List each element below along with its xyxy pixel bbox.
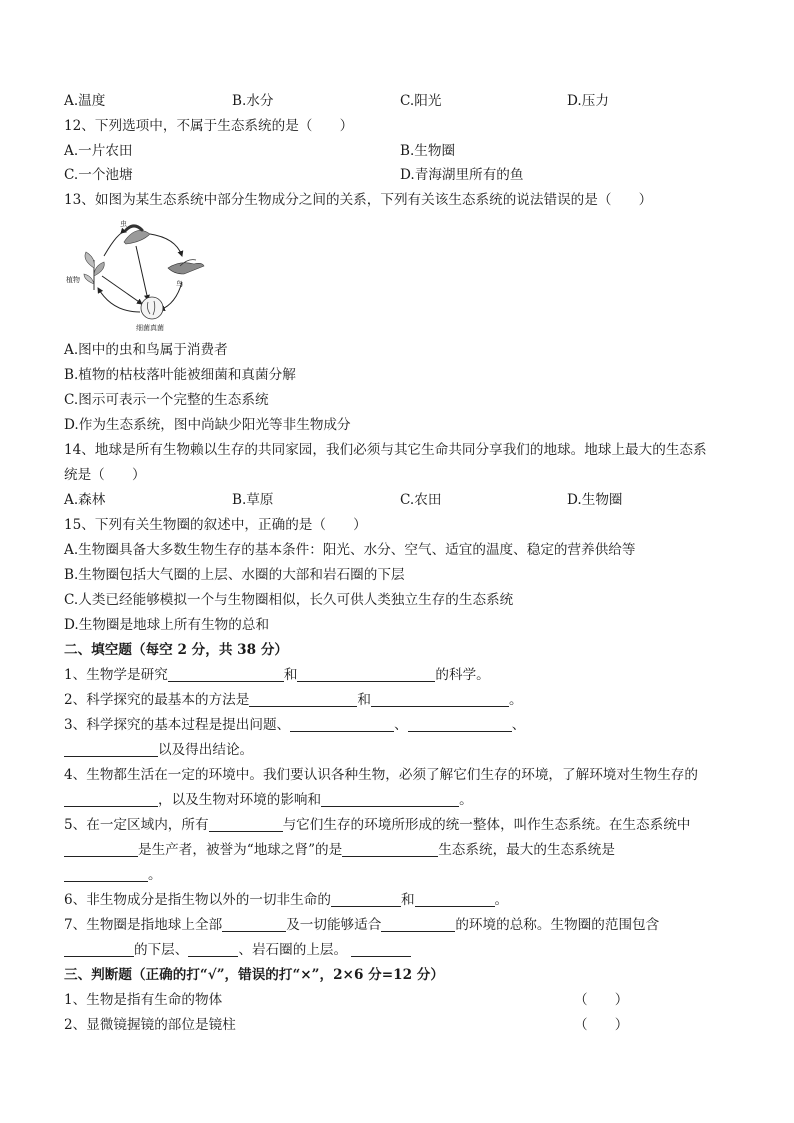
bird-label: 鸟 [176,280,183,288]
plant-icon [84,252,104,290]
plant-to-fungi-arrow [102,276,142,304]
blank[interactable] [331,892,401,907]
fill-q4-line1: 4、生物都生活在一定的环境中。我们要认识各种生物，必须了解它们生存的环境，了解环境对生物生存的 [64,767,698,783]
q15-option-a: A.生物圈具备大多数生物生存的基本条件：阳光、水分、空气、适宜的温度、稳定的营养供给等 [64,542,636,558]
judge-answer-2[interactable]: （ ） [574,1017,629,1033]
blank[interactable] [209,817,283,832]
blank[interactable] [297,667,435,682]
fill-q2: 2、科学探究的最基本的方法是 和 。 [64,692,523,708]
insect-label: 虫 [120,220,127,228]
blank[interactable] [222,917,286,932]
fungi-label: 细菌真菌 [136,324,164,332]
fill-q5-line1: 5、在一定区域内，所有 与它们生存的环境所形成的统一整体，叫作生态系统。在生态系统中 [64,817,691,833]
q14-option-b: B.草原 [232,492,274,508]
q15-option-c: C.人类已经能够模拟一个与生物圈相似，长久可供人类独立生存的生态系统 [64,592,514,608]
blank[interactable] [415,892,495,907]
fill-q1: 1、生物学是研究 和 的科学。 [64,667,490,683]
insect-icon [124,226,150,244]
judge-answer-1[interactable]: （ ） [574,992,629,1008]
blank[interactable] [64,842,138,857]
judge-item-1: 1、生物是指有生命的物体 [64,992,223,1008]
fill-q3-line1: 3、科学探究的基本过程是提出问题、 、 、 [64,717,526,733]
q12-option-c: C.一个池塘 [64,167,133,183]
blank[interactable] [290,717,394,732]
q11-option-b: B.水分 [232,93,274,109]
q13-option-a: A.图中的虫和鸟属于消费者 [64,342,228,358]
blank[interactable] [64,867,148,882]
fill-q7-line1: 7、生物圈是指地球上全部 及一切能够适合 的环境的总称。生物圈的范围包含 [64,917,660,933]
blank[interactable] [381,917,455,932]
blank[interactable] [371,692,509,707]
fill-q5-line3: 。 [64,866,162,884]
plant-to-insect-arrow [104,232,126,256]
q14-option-a: A.森林 [64,492,106,508]
blank[interactable] [64,942,134,957]
blank[interactable] [342,842,438,857]
q11-option-a: A.温度 [64,93,106,109]
q12-stem: 12、下列选项中，不属于生态系统的是（ ） [64,118,354,134]
blank[interactable] [249,692,357,707]
fill-q7-line2: 的下层、 、岩石圈的上层。 [64,941,411,959]
q15-stem: 15、下列有关生物圈的叙述中，正确的是（ ） [64,517,367,533]
fill-q6: 6、非生物成分是指生物以外的一切非生命的 和 。 [64,892,509,908]
q15-option-b: B.生物圈包括大气圈的上层、水圈的大部和岩石圈的下层 [64,567,405,583]
q13-option-c: C.图示可表示一个完整的生态系统 [64,392,269,408]
section2-title: 二、填空题（每空 2 分，共 38 分） [64,642,289,658]
q15-option-d: D.生物圈是地球上所有生物的总和 [64,617,270,633]
blank[interactable] [64,742,158,757]
q12-option-a: A.一片农田 [64,143,133,159]
blank[interactable] [351,942,411,957]
q13-option-b: B.植物的枯枝落叶能被细菌和真菌分解 [64,367,296,383]
section3-title: 三、判断题（正确的打“√”，错误的打“×”，2×6 分=12 分） [64,967,444,983]
plant-label: 植物 [66,276,80,284]
q11-option-d: D.压力 [567,93,609,109]
fungi-icon [141,297,163,319]
q12-option-b: B.生物圈 [400,143,456,159]
insect-to-fungi-arrow [136,246,148,300]
q13-stem: 13、如图为某生态系统中部分生物成分之间的关系，下列有关该生态系统的说法错误的是（ ） [64,192,653,208]
q11-option-c: C.阳光 [400,93,442,109]
blank[interactable] [64,792,158,807]
fill-q4-line2: ，以及生物对环境的影响和 。 [64,791,473,809]
insect-to-bird-arrow [150,234,182,256]
blank[interactable] [321,792,459,807]
q14-option-c: C.农田 [400,492,442,508]
blank[interactable] [188,942,238,957]
ecosystem-diagram [64,216,214,336]
q14-stem-line1: 14、地球是所有生物赖以生存的共同家园，我们必须与其它生命共同分享我们的地球。地球上最大的生态系 [64,442,707,458]
fungi-to-plant-arrow [98,288,140,312]
q14-stem-line2: 统是（ ） [64,467,146,483]
fill-q3-line2: 以及得出结论。 [64,741,253,759]
judge-item-2: 2、显微镜握镜的部位是镜柱 [64,1017,236,1033]
bird-icon [168,260,204,274]
q14-option-d: D.生物圈 [567,492,623,508]
q13-option-d: D.作为生态系统，图中尚缺少阳光等非生物成分 [64,417,351,433]
blank[interactable] [408,717,512,732]
q12-option-d: D.青海湖里所有的鱼 [400,167,524,183]
blank[interactable] [168,667,284,682]
fill-q5-line2: 是生产者，被誉为“地球之肾”的是 生态系统，最大的生态系统是 [64,841,615,859]
